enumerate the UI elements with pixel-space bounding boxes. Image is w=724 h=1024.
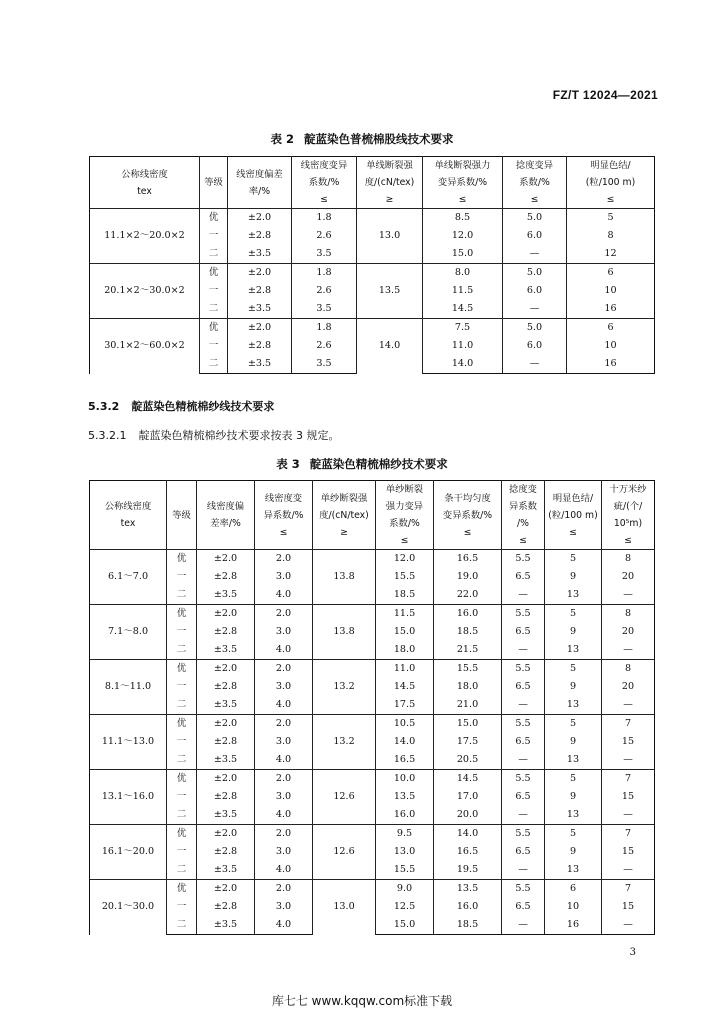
even-cell: 16.5: [434, 843, 502, 861]
dev-cell: ±2.8: [197, 623, 255, 641]
knot-cell: 9: [545, 733, 602, 751]
tcv-cell: —: [503, 300, 567, 319]
column-header: 等级: [200, 157, 228, 209]
scv-cell: 9.5: [376, 825, 434, 844]
cv-cell: 4.0: [255, 696, 313, 715]
grade-cell: 二: [167, 751, 197, 770]
knot-cell: 5: [545, 605, 602, 624]
table-row: [90, 770, 655, 789]
nominal-density-cell: 11.1～13.0: [90, 715, 167, 770]
even-cell: 18.5: [434, 916, 502, 935]
grade-cell: 优: [200, 264, 228, 283]
scv-cell: 14.0: [376, 733, 434, 751]
even-cell: 20.5: [434, 751, 502, 770]
even-cell: 18.0: [434, 678, 502, 696]
knot-cell: 10: [567, 282, 655, 300]
breaking-strength-cell: 13.2: [313, 715, 376, 770]
cv-cell: 3.5: [292, 355, 357, 374]
fault-cell: 15: [602, 788, 655, 806]
table-row: [90, 264, 655, 283]
fault-cell: —: [602, 586, 655, 605]
cv-cell: 3.0: [255, 788, 313, 806]
dev-cell: ±2.0: [197, 660, 255, 679]
fault-cell: 15: [602, 733, 655, 751]
scv-cell: 9.0: [376, 880, 434, 899]
column-header: 明显色结/ (粒/100 m) ≤: [545, 481, 602, 550]
cv-cell: 2.0: [255, 660, 313, 679]
tcv-cell: 6.0: [503, 337, 567, 355]
breaking-strength-cell: 13.8: [313, 605, 376, 660]
even-cell: 20.0: [434, 806, 502, 825]
grade-cell: 二: [167, 806, 197, 825]
tcv-cell: 5.5: [502, 660, 545, 679]
table-row: [90, 715, 655, 734]
cv-cell: 2.0: [255, 715, 313, 734]
even-cell: 21.5: [434, 641, 502, 660]
fault-cell: 7: [602, 880, 655, 899]
dev-cell: ±2.8: [228, 337, 292, 355]
scv-cell: 7.5: [423, 319, 503, 338]
fault-cell: 8: [602, 550, 655, 569]
grade-cell: 二: [200, 245, 228, 264]
nominal-density-cell: 30.1×2～60.0×2: [90, 319, 200, 374]
grade-cell: 一: [167, 733, 197, 751]
grade-cell: 二: [200, 300, 228, 319]
tcv-cell: —: [502, 916, 545, 935]
grade-cell: 优: [167, 715, 197, 734]
tcv-cell: 5.0: [503, 264, 567, 283]
fault-cell: 20: [602, 678, 655, 696]
dev-cell: ±2.8: [228, 227, 292, 245]
grade-cell: 二: [167, 916, 197, 935]
grade-cell: 一: [200, 282, 228, 300]
cv-cell: 1.8: [292, 319, 357, 338]
cv-cell: 4.0: [255, 641, 313, 660]
fault-cell: 8: [602, 605, 655, 624]
dev-cell: ±2.0: [197, 550, 255, 569]
footer-watermark: 库七七 www.kqqw.com标准下载: [271, 994, 453, 1008]
column-header: 单线断裂强力 变异系数/% ≤: [423, 157, 503, 209]
cv-cell: 4.0: [255, 916, 313, 935]
scv-cell: 15.0: [423, 245, 503, 264]
knot-cell: 8: [567, 227, 655, 245]
table2-title: 靛蓝染色普梳棉股线技术要求: [304, 132, 454, 146]
scv-cell: 12.0: [376, 550, 434, 569]
dev-cell: ±2.8: [197, 568, 255, 586]
even-cell: 16.0: [434, 898, 502, 916]
table-row: [90, 825, 655, 844]
dev-cell: ±2.0: [228, 264, 292, 283]
dev-cell: ±3.5: [197, 806, 255, 825]
breaking-strength-cell: 13.0: [357, 209, 423, 264]
breaking-strength-cell: 12.6: [313, 825, 376, 880]
fault-cell: 7: [602, 825, 655, 844]
table-row: [90, 209, 655, 228]
even-cell: 16.0: [434, 605, 502, 624]
tcv-cell: 5.5: [502, 770, 545, 789]
cv-cell: 2.0: [255, 825, 313, 844]
dev-cell: ±3.5: [197, 586, 255, 605]
cv-cell: 4.0: [255, 751, 313, 770]
knot-cell: 16: [567, 300, 655, 319]
grade-cell: 优: [200, 209, 228, 228]
tcv-cell: 6.5: [502, 623, 545, 641]
column-header: 线密度变 异系数/% ≤: [255, 481, 313, 550]
even-cell: 14.0: [434, 825, 502, 844]
scv-cell: 12.5: [376, 898, 434, 916]
column-header: 明显色结/ (粒/100 m) ≤: [567, 157, 655, 209]
nominal-density-cell: 7.1～8.0: [90, 605, 167, 660]
knot-cell: 5: [545, 550, 602, 569]
breaking-strength-cell: 14.0: [357, 319, 423, 374]
knot-cell: 16: [567, 355, 655, 374]
breaking-strength-cell: 13.5: [357, 264, 423, 319]
scv-cell: 8.0: [423, 264, 503, 283]
knot-cell: 10: [545, 898, 602, 916]
column-header: 单线断裂强 度/(cN/tex) ≥: [357, 157, 423, 209]
table2: [89, 156, 655, 374]
tcv-cell: —: [502, 751, 545, 770]
dev-cell: ±3.5: [197, 916, 255, 935]
tcv-cell: 6.5: [502, 568, 545, 586]
cv-cell: 2.6: [292, 282, 357, 300]
even-cell: 15.5: [434, 660, 502, 679]
grade-cell: 优: [200, 319, 228, 338]
scv-cell: 11.5: [423, 282, 503, 300]
column-header: 线密度偏 差率/%: [197, 481, 255, 550]
knot-cell: 6: [567, 319, 655, 338]
scv-cell: 14.0: [423, 355, 503, 374]
cv-cell: 2.0: [255, 880, 313, 899]
cv-cell: 3.0: [255, 733, 313, 751]
dev-cell: ±2.8: [197, 843, 255, 861]
knot-cell: 10: [567, 337, 655, 355]
knot-cell: 9: [545, 568, 602, 586]
scv-cell: 10.5: [376, 715, 434, 734]
cv-cell: 3.0: [255, 678, 313, 696]
knot-cell: 16: [545, 916, 602, 935]
grade-cell: 一: [167, 678, 197, 696]
dev-cell: ±2.8: [228, 282, 292, 300]
grade-cell: 优: [167, 550, 197, 569]
dev-cell: ±2.0: [197, 825, 255, 844]
cv-cell: 3.0: [255, 568, 313, 586]
grade-cell: 一: [167, 898, 197, 916]
fault-cell: 20: [602, 568, 655, 586]
fault-cell: —: [602, 641, 655, 660]
fault-cell: 7: [602, 715, 655, 734]
table-row: [90, 660, 655, 679]
grade-cell: 二: [167, 641, 197, 660]
tcv-cell: 5.5: [502, 880, 545, 899]
cv-cell: 2.6: [292, 227, 357, 245]
cv-cell: 1.8: [292, 264, 357, 283]
knot-cell: 12: [567, 245, 655, 264]
grade-cell: 一: [200, 337, 228, 355]
grade-cell: 一: [200, 227, 228, 245]
even-cell: 22.0: [434, 586, 502, 605]
tcv-cell: —: [502, 806, 545, 825]
table-row: [90, 880, 655, 899]
knot-cell: 9: [545, 788, 602, 806]
column-header: 公称线密度 tex: [90, 481, 167, 550]
cv-cell: 3.0: [255, 843, 313, 861]
table-row: [90, 550, 655, 569]
even-cell: 13.5: [434, 880, 502, 899]
fault-cell: —: [602, 806, 655, 825]
nominal-density-cell: 20.1～30.0: [90, 880, 167, 935]
column-header: 十万米纱 疵/(个/ 10⁵m) ≤: [602, 481, 655, 550]
table2-caption: [0, 131, 724, 147]
tcv-cell: —: [502, 696, 545, 715]
cv-cell: 3.5: [292, 245, 357, 264]
dev-cell: ±3.5: [197, 751, 255, 770]
dev-cell: ±2.0: [197, 770, 255, 789]
tcv-cell: 6.5: [502, 678, 545, 696]
even-cell: 18.5: [434, 623, 502, 641]
dev-cell: ±2.0: [197, 880, 255, 899]
fault-cell: 8: [602, 660, 655, 679]
knot-cell: 6: [545, 880, 602, 899]
column-header: 公称线密度 tex: [90, 157, 200, 209]
grade-cell: 优: [167, 660, 197, 679]
scv-cell: 8.5: [423, 209, 503, 228]
tcv-cell: 5.5: [502, 550, 545, 569]
nominal-density-cell: 13.1～16.0: [90, 770, 167, 825]
scv-cell: 16.5: [376, 751, 434, 770]
even-cell: 17.5: [434, 733, 502, 751]
even-cell: 19.0: [434, 568, 502, 586]
dev-cell: ±3.5: [228, 245, 292, 264]
fault-cell: 15: [602, 898, 655, 916]
column-header: 条干均匀度 变异系数/% ≤: [434, 481, 502, 550]
scv-cell: 14.5: [423, 300, 503, 319]
dev-cell: ±3.5: [197, 641, 255, 660]
scv-cell: 15.5: [376, 568, 434, 586]
cv-cell: 2.0: [255, 605, 313, 624]
even-cell: 15.0: [434, 715, 502, 734]
subsection-number: 5.3.2.1: [88, 429, 127, 442]
tcv-cell: 6.5: [502, 733, 545, 751]
scv-cell: 13.5: [376, 788, 434, 806]
table3-label: 表 3: [276, 457, 300, 471]
column-header: 线密度变异 系数/% ≤: [292, 157, 357, 209]
knot-cell: 9: [545, 678, 602, 696]
tcv-cell: 5.0: [503, 319, 567, 338]
section-title: 靛蓝染色精梳棉纱线技术要求: [131, 400, 275, 413]
breaking-strength-cell: 13.2: [313, 660, 376, 715]
scv-cell: 12.0: [423, 227, 503, 245]
dev-cell: ±3.5: [228, 355, 292, 374]
knot-cell: 13: [545, 751, 602, 770]
column-header: 单纱断裂强 度/(cN/tex) ≥: [313, 481, 376, 550]
table-row: [90, 605, 655, 624]
even-cell: 16.5: [434, 550, 502, 569]
dev-cell: ±3.5: [197, 861, 255, 880]
nominal-density-cell: 16.1～20.0: [90, 825, 167, 880]
scv-cell: 11.5: [376, 605, 434, 624]
tcv-cell: 5.5: [502, 825, 545, 844]
knot-cell: 9: [545, 623, 602, 641]
scv-cell: 16.0: [376, 806, 434, 825]
subsection-text: 靛蓝染色精梳棉纱技术要求按表 3 规定。: [138, 429, 340, 442]
dev-cell: ±2.8: [197, 898, 255, 916]
tcv-cell: 5.5: [502, 715, 545, 734]
even-cell: 21.0: [434, 696, 502, 715]
scv-cell: 15.0: [376, 623, 434, 641]
knot-cell: 9: [545, 843, 602, 861]
section-number: 5.3.2: [88, 400, 120, 413]
tcv-cell: —: [503, 355, 567, 374]
knot-cell: 5: [545, 715, 602, 734]
dev-cell: ±2.0: [197, 605, 255, 624]
subsection-paragraph: [88, 427, 339, 443]
grade-cell: 一: [167, 843, 197, 861]
scv-cell: 10.0: [376, 770, 434, 789]
cv-cell: 2.0: [255, 770, 313, 789]
grade-cell: 优: [167, 825, 197, 844]
scv-cell: 11.0: [423, 337, 503, 355]
scv-cell: 18.5: [376, 586, 434, 605]
breaking-strength-cell: 13.0: [313, 880, 376, 935]
tcv-cell: —: [502, 861, 545, 880]
breaking-strength-cell: 12.6: [313, 770, 376, 825]
fault-cell: 20: [602, 623, 655, 641]
dev-cell: ±3.5: [197, 696, 255, 715]
column-header: 单纱断裂 强力变异 系数/% ≤: [376, 481, 434, 550]
cv-cell: 1.8: [292, 209, 357, 228]
cv-cell: 3.0: [255, 623, 313, 641]
dev-cell: ±3.5: [228, 300, 292, 319]
fault-cell: —: [602, 696, 655, 715]
tcv-cell: 5.0: [503, 209, 567, 228]
column-header: 线密度偏差 率/%: [228, 157, 292, 209]
even-cell: 17.0: [434, 788, 502, 806]
tcv-cell: —: [502, 586, 545, 605]
table3-caption: [0, 456, 724, 472]
dev-cell: ±2.8: [197, 788, 255, 806]
fault-cell: —: [602, 861, 655, 880]
grade-cell: 二: [167, 586, 197, 605]
tcv-cell: 6.5: [502, 898, 545, 916]
scv-cell: 18.0: [376, 641, 434, 660]
fault-cell: —: [602, 916, 655, 935]
tcv-cell: —: [503, 245, 567, 264]
knot-cell: 13: [545, 586, 602, 605]
dev-cell: ±2.8: [197, 733, 255, 751]
knot-cell: 13: [545, 641, 602, 660]
dev-cell: ±2.8: [197, 678, 255, 696]
table3-title: 靛蓝染色精梳棉纱技术要求: [309, 457, 448, 471]
column-header: 等级: [167, 481, 197, 550]
dev-cell: ±2.0: [228, 319, 292, 338]
cv-cell: 4.0: [255, 806, 313, 825]
tcv-cell: 5.5: [502, 605, 545, 624]
tcv-cell: 6.0: [503, 282, 567, 300]
breaking-strength-cell: 13.8: [313, 550, 376, 605]
grade-cell: 优: [167, 770, 197, 789]
even-cell: 14.5: [434, 770, 502, 789]
grade-cell: 一: [167, 568, 197, 586]
tcv-cell: —: [502, 641, 545, 660]
grade-cell: 一: [167, 623, 197, 641]
table3: [89, 480, 655, 935]
nominal-density-cell: 20.1×2～30.0×2: [90, 264, 200, 319]
grade-cell: 优: [167, 880, 197, 899]
scv-cell: 15.0: [376, 916, 434, 935]
cv-cell: 4.0: [255, 586, 313, 605]
cv-cell: 2.0: [255, 550, 313, 569]
knot-cell: 13: [545, 861, 602, 880]
fault-cell: 15: [602, 843, 655, 861]
grade-cell: 优: [167, 605, 197, 624]
scv-cell: 13.0: [376, 843, 434, 861]
column-header: 捻度变 异系数 /% ≤: [502, 481, 545, 550]
grade-cell: 二: [167, 696, 197, 715]
cv-cell: 3.5: [292, 300, 357, 319]
dev-cell: ±2.0: [197, 715, 255, 734]
knot-cell: 5: [545, 770, 602, 789]
page-number: 3: [629, 947, 636, 958]
dev-cell: ±2.0: [228, 209, 292, 228]
knot-cell: 5: [567, 209, 655, 228]
tcv-cell: 6.5: [502, 843, 545, 861]
cv-cell: 3.0: [255, 898, 313, 916]
fault-cell: 7: [602, 770, 655, 789]
knot-cell: 5: [545, 660, 602, 679]
cv-cell: 4.0: [255, 861, 313, 880]
tcv-cell: 6.5: [502, 788, 545, 806]
standard-number: FZ/T 12024—2021: [552, 88, 658, 102]
grade-cell: 一: [167, 788, 197, 806]
column-header: 捻度变异 系数/% ≤: [503, 157, 567, 209]
fault-cell: —: [602, 751, 655, 770]
section-heading: [88, 398, 274, 414]
knot-cell: 13: [545, 806, 602, 825]
scv-cell: 14.5: [376, 678, 434, 696]
table-row: [90, 319, 655, 338]
table2-label: 表 2: [270, 132, 294, 146]
nominal-density-cell: 6.1～7.0: [90, 550, 167, 605]
scv-cell: 11.0: [376, 660, 434, 679]
knot-cell: 5: [545, 825, 602, 844]
even-cell: 19.5: [434, 861, 502, 880]
nominal-density-cell: 11.1×2～20.0×2: [90, 209, 200, 264]
knot-cell: 6: [567, 264, 655, 283]
scv-cell: 15.5: [376, 861, 434, 880]
knot-cell: 13: [545, 696, 602, 715]
cv-cell: 2.6: [292, 337, 357, 355]
grade-cell: 二: [200, 355, 228, 374]
grade-cell: 二: [167, 861, 197, 880]
nominal-density-cell: 8.1～11.0: [90, 660, 167, 715]
tcv-cell: 6.0: [503, 227, 567, 245]
scv-cell: 17.5: [376, 696, 434, 715]
